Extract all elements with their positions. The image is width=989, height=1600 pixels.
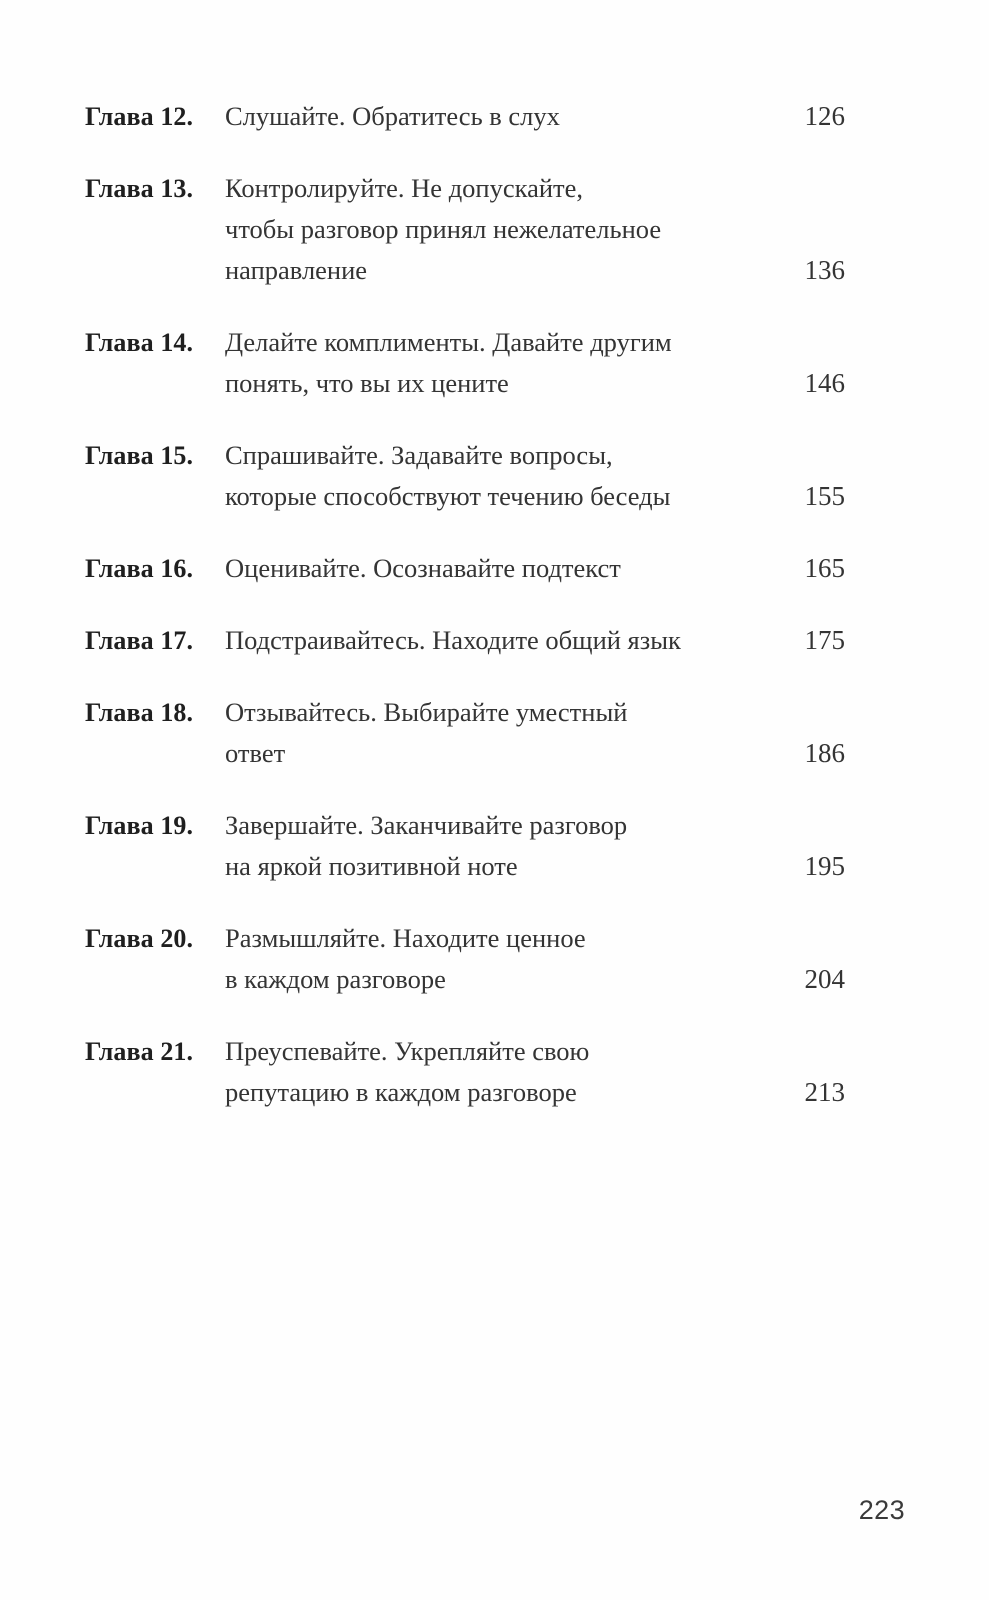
toc-entry[interactable] xyxy=(85,620,845,661)
chapter-page-number[interactable]: 175 xyxy=(804,625,845,655)
chapter-title-text: Подстраивайтесь. Находите общий язык xyxy=(225,625,681,655)
toc-entry[interactable] xyxy=(85,692,845,774)
chapter-title-text: ответ xyxy=(225,738,286,768)
chapter-page-number[interactable]: 204 xyxy=(804,964,845,994)
chapter-label: Глава 14. xyxy=(85,328,194,357)
toc-title-line xyxy=(225,918,845,959)
table-of-contents xyxy=(85,96,845,1113)
chapter-title-text: Размышляйте. Находите ценное xyxy=(225,923,586,953)
chapter-title-text: понять, что вы их цените xyxy=(225,368,509,398)
chapter-title-text: на яркой позитивной ноте xyxy=(225,851,518,881)
dot-leader xyxy=(628,547,787,574)
chapter-title-block xyxy=(225,96,845,137)
dot-leader xyxy=(525,845,787,872)
chapter-page-number[interactable]: 213 xyxy=(804,1077,845,1107)
dot-leader xyxy=(292,732,787,759)
dot-leader xyxy=(516,362,787,389)
toc-entry[interactable] xyxy=(85,435,845,517)
chapter-title-block xyxy=(225,168,845,291)
toc-entry[interactable] xyxy=(85,805,845,887)
chapter-title-text: репутацию в каждом разговоре xyxy=(225,1077,577,1107)
chapter-title-text: Преуспевайте. Укрепляйте свою xyxy=(225,1036,590,1066)
toc-title-line xyxy=(225,692,845,733)
toc-title-line xyxy=(225,805,845,846)
chapter-label: Глава 20. xyxy=(85,924,194,953)
chapter-title-block xyxy=(225,805,845,887)
chapter-label: Глава 18. xyxy=(85,698,194,727)
chapter-title-block xyxy=(225,548,845,589)
chapter-title-block xyxy=(225,322,845,404)
chapter-title-text: направление xyxy=(225,255,368,285)
toc-title-line xyxy=(225,959,845,1000)
chapter-title-text: Завершайте. Заканчивайте разговор xyxy=(225,810,628,840)
dot-leader xyxy=(584,1071,787,1098)
toc-entry[interactable] xyxy=(85,548,845,589)
toc-title-line xyxy=(225,1031,845,1072)
chapter-title-block xyxy=(225,692,845,774)
toc-title-line xyxy=(225,1072,845,1113)
toc-title-line xyxy=(225,363,845,404)
toc-title-line xyxy=(225,733,845,774)
toc-entry[interactable] xyxy=(85,918,845,1000)
chapter-title-block xyxy=(225,1031,845,1113)
chapter-title-text: которые способствуют течению беседы xyxy=(225,481,671,511)
chapter-title-block xyxy=(225,918,845,1000)
toc-title-line xyxy=(225,322,845,363)
dot-leader xyxy=(688,619,787,646)
chapter-page-number[interactable]: 186 xyxy=(804,738,845,768)
dot-leader xyxy=(453,958,787,985)
toc-title-line xyxy=(225,846,845,887)
chapter-label: Глава 17. xyxy=(85,626,194,655)
chapter-label: Глава 21. xyxy=(85,1037,194,1066)
chapter-page-number[interactable]: 155 xyxy=(804,481,845,511)
toc-entry[interactable] xyxy=(85,322,845,404)
chapter-title-block xyxy=(225,435,845,517)
toc-title-line xyxy=(225,96,845,137)
chapter-page-number[interactable]: 165 xyxy=(804,553,845,583)
chapter-label: Глава 19. xyxy=(85,811,194,840)
chapter-title-text: Спрашивайте. Задавайте вопросы, xyxy=(225,440,613,470)
toc-entry[interactable] xyxy=(85,96,845,137)
toc-title-line xyxy=(225,209,845,250)
dot-leader xyxy=(567,95,787,122)
toc-title-line xyxy=(225,620,845,661)
chapter-label: Глава 12. xyxy=(85,102,194,131)
dot-leader xyxy=(374,249,787,276)
chapter-label: Глава 15. xyxy=(85,441,194,470)
toc-title-line xyxy=(225,435,845,476)
toc-title-line xyxy=(225,548,845,589)
toc-entry[interactable] xyxy=(85,168,845,291)
chapter-title-text: чтобы разговор принял нежелательное xyxy=(225,214,662,244)
chapter-title-text: Отзывайтесь. Выбирайте уместный xyxy=(225,697,628,727)
chapter-label: Глава 16. xyxy=(85,554,194,583)
chapter-page-number[interactable]: 136 xyxy=(804,255,845,285)
dot-leader xyxy=(677,475,787,502)
toc-entry[interactable] xyxy=(85,1031,845,1113)
chapter-page-number[interactable]: 126 xyxy=(804,101,845,131)
chapter-title-text: Делайте комплименты. Давайте другим xyxy=(225,327,672,357)
toc-title-line xyxy=(225,476,845,517)
chapter-title-block xyxy=(225,620,845,661)
chapter-title-text: Контролируйте. Не допускайте, xyxy=(225,173,584,203)
chapter-title-text: Оценивайте. Осознавайте подтекст xyxy=(225,553,621,583)
toc-title-line xyxy=(225,250,845,291)
page-number-folio: 223 xyxy=(858,1495,905,1525)
chapter-title-text: Слушайте. Обратитесь в слух xyxy=(225,101,560,131)
chapter-page-number[interactable]: 195 xyxy=(804,851,845,881)
chapter-label: Глава 13. xyxy=(85,174,194,203)
chapter-page-number[interactable]: 146 xyxy=(804,368,845,398)
chapter-title-text: в каждом разговоре xyxy=(225,964,446,994)
toc-title-line xyxy=(225,168,845,209)
